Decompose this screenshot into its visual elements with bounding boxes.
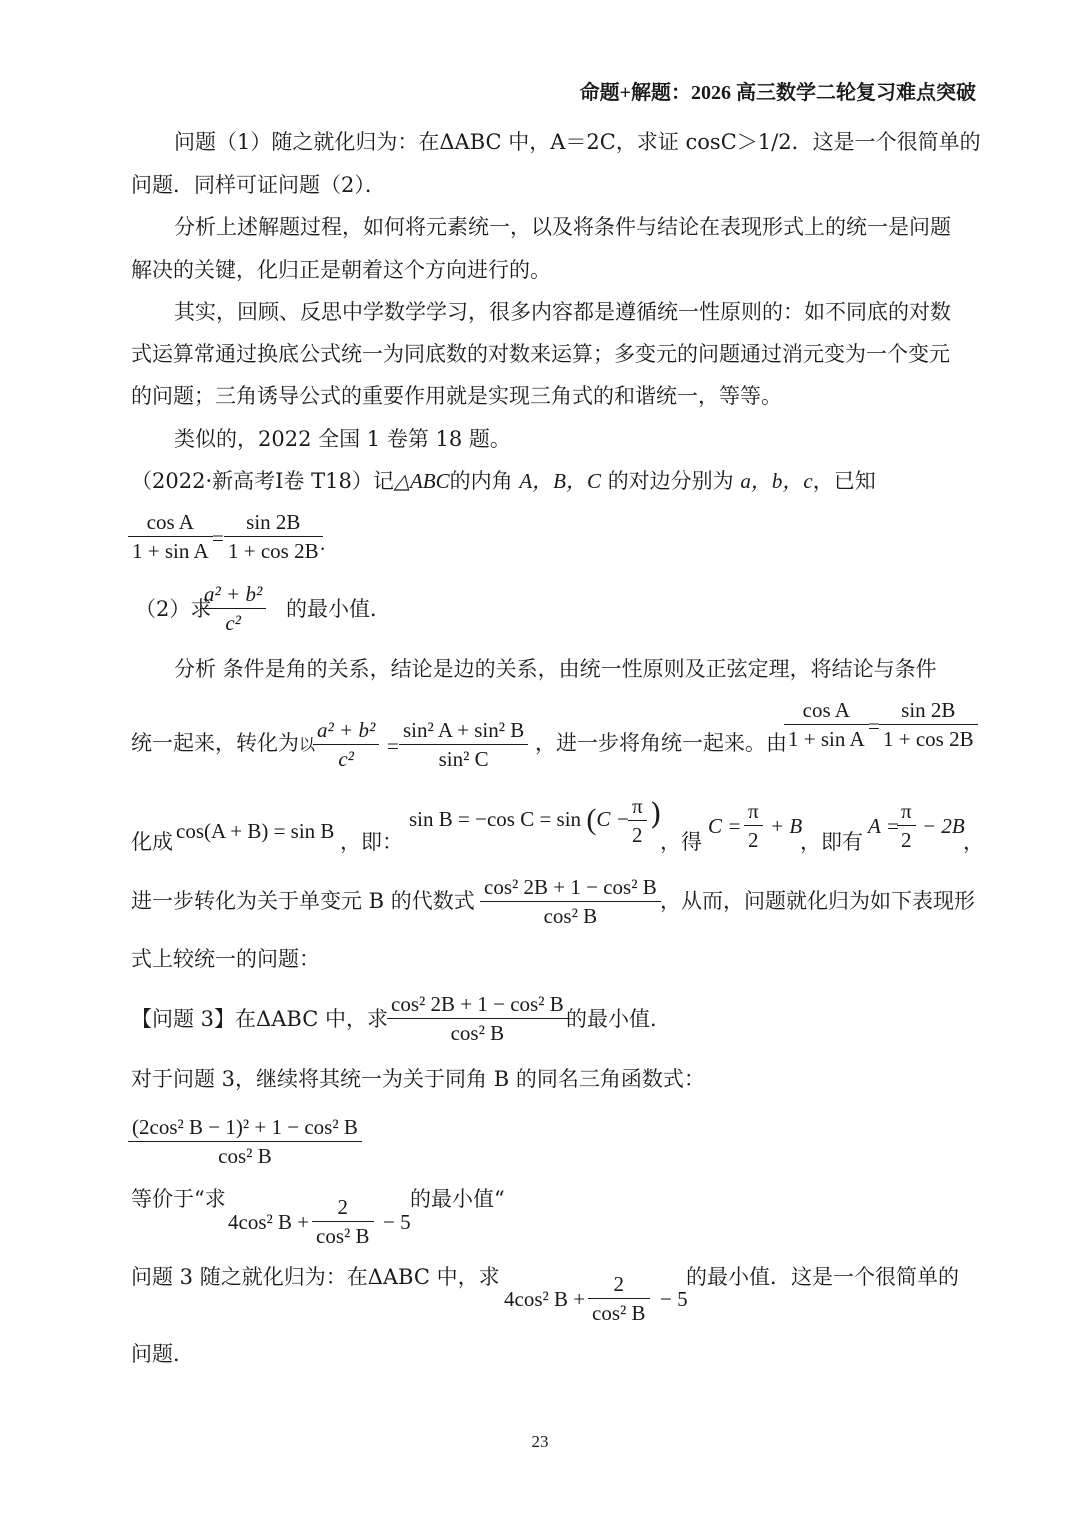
problem-rest: 的内角	[449, 469, 513, 493]
condition-left-numerator: cos A	[146, 510, 194, 534]
ratio-fraction	[313, 716, 379, 773]
algebraic-denominator: cos² B	[480, 901, 661, 930]
line-3-c: ，得	[660, 830, 702, 854]
problem-3-denominator: cos² B	[387, 1018, 568, 1047]
sinB-equation	[409, 804, 630, 835]
final-b: 的最小值．这是一个很简单的	[686, 1265, 959, 1289]
paragraph-3-line-2: 式运算常通过换底公式统一为同底数的对数来运算；多变元的问题通过消元变为一个变元	[131, 342, 950, 366]
problem-3-fraction	[387, 990, 568, 1047]
problem-known: ，已知	[812, 469, 876, 493]
comma-end: ，	[963, 830, 984, 854]
part-2-suffix: 的最小值．	[286, 597, 391, 621]
algebraic-fraction	[480, 873, 661, 930]
line-5: 式上较统一的问题：	[131, 947, 320, 971]
final-a: 问题 3 随之就化归为：在ΔABC 中，求	[131, 1265, 500, 1289]
goal-denominator: c²	[200, 608, 266, 637]
min-fraction-a	[312, 1193, 374, 1250]
min-fraction-b	[588, 1270, 650, 1327]
line-4-b: ，从而，问题就化归为如下表现形	[660, 889, 975, 913]
condition-fraction-right-2	[879, 696, 978, 753]
problem-3-followup: 对于问题 3，继续将其统一为关于同角 B 的同名三角函数式：	[131, 1067, 705, 1091]
close-paren: )	[650, 797, 662, 832]
problem-3-numerator: cos² 2B + 1 − cos² B	[391, 992, 564, 1016]
sine-numerator: sin² A + sin² B	[403, 718, 525, 742]
two-a: 2	[628, 820, 647, 849]
algebraic-numerator: cos² 2B + 1 − cos² B	[484, 875, 657, 899]
pi-over-2-a	[628, 792, 647, 849]
equals-sign-3: =	[868, 714, 880, 738]
C-eq: C =	[708, 814, 742, 838]
pi-over-2-b	[744, 797, 763, 854]
two-b: 2	[744, 825, 763, 854]
minus-2B: − 2B	[922, 814, 965, 838]
ratio-numerator: a² + b²	[317, 718, 376, 742]
page-number: 23	[531, 1432, 549, 1451]
open-paren: (	[586, 803, 597, 836]
sinB-inner: C −	[596, 807, 630, 831]
equiv-a: 等价于“求	[131, 1187, 226, 1211]
sine-fraction	[399, 716, 528, 773]
condition-fraction-left-2	[784, 696, 869, 753]
squared-numerator: (2cos² B − 1)² + 1 − cos² B	[132, 1115, 358, 1139]
triangle-abc: △ABC	[393, 469, 450, 493]
condition-right-numerator: sin 2B	[246, 510, 301, 534]
min-expr-b: − 5	[383, 1210, 411, 1234]
paragraph-4: 类似的，2022 全国 1 卷第 18 题。	[174, 427, 511, 451]
min-expr-a: 4cos² B +	[228, 1210, 310, 1234]
running-header: 命题+解题：2026 高三数学二轮复习难点突破	[579, 82, 976, 104]
line-3-a: 化成	[131, 830, 173, 854]
two-c: 2	[897, 825, 916, 854]
goal-numerator: a² + b²	[204, 582, 263, 606]
analysis-line-2a	[131, 728, 315, 760]
ratio-denominator: c²	[313, 744, 379, 773]
squared-denominator: cos² B	[128, 1141, 362, 1170]
q3-label: 【问题 3】	[131, 1007, 236, 1031]
line-3-b: ，即：	[340, 830, 403, 854]
problem-sides: 的对边分别为	[607, 469, 734, 493]
cos-sum-equation: cos(A + B) = sin B	[176, 819, 335, 843]
sinB-eq-text: sin B = −cos C = sin	[409, 807, 582, 831]
condition-left-numerator-2: cos A	[802, 698, 850, 722]
pi-c: π	[901, 799, 912, 823]
final-c: 问题．	[131, 1342, 194, 1366]
line-4-a: 进一步转化为关于单变元 B 的代数式	[131, 889, 475, 913]
condition-left-denominator-2: 1 + sin A	[784, 724, 869, 753]
problem-statement	[131, 466, 876, 496]
plus-B: + B	[770, 814, 803, 838]
paragraph-2-line-2: 解决的关键，化归正是朝着这个方向进行的。	[131, 258, 551, 282]
angles-abc: A，B，C	[519, 469, 601, 493]
condition-left-denominator: 1 + sin A	[128, 536, 213, 565]
min-expr-final-a: 4cos² B +	[504, 1287, 586, 1311]
problem-3-suffix: 的最小值.	[566, 1007, 657, 1031]
paragraph-2-line-1: 分析上述解题过程，如何将元素统一，以及将条件与结论在表现形式上的统一是问题	[174, 215, 951, 239]
paragraph-1-line-2: 问题．同样可证问题（2）．	[131, 173, 386, 197]
q3-text-a: 在ΔABC 中，求	[235, 1007, 388, 1031]
squared-fraction	[128, 1113, 362, 1170]
part-2-prefix: （2）求	[135, 597, 212, 621]
pi-a: π	[632, 794, 643, 818]
equals-sign: =	[212, 526, 224, 550]
pi-b: π	[748, 799, 759, 823]
problem-source: （2022·新高考I卷 T18）记	[131, 469, 394, 493]
paragraph-3-line-1: 其实，回顾、反思中学数学学习，很多内容都是遵循统一性原则的：如不同底的对数	[174, 300, 951, 324]
min-numerator-b: 2	[613, 1272, 625, 1296]
analysis-line-2b: ，进一步将角统一起来。由	[535, 731, 787, 755]
analysis-text-small: 以	[299, 735, 316, 754]
condition-right-numerator-2: sin 2B	[901, 698, 956, 722]
period-mark: .	[320, 531, 326, 555]
sine-denominator: sin² C	[399, 744, 528, 773]
paragraph-1-line-1: 问题（1）随之就化归为：在ΔABC 中，A＝2C，求证 cosC＞1/2．这是一个很简单的	[174, 130, 981, 154]
analysis-line-1: 分析 条件是角的关系，结论是边的关系，由统一性原则及正弦定理，将结论与条件	[174, 657, 937, 681]
min-numerator-a: 2	[337, 1195, 349, 1219]
min-denominator-b: cos² B	[588, 1298, 650, 1327]
line-3-d: ，即有	[800, 830, 863, 854]
condition-fraction-right	[224, 508, 326, 565]
A-eq: A =	[868, 814, 900, 838]
condition-fraction-left	[128, 508, 213, 565]
equals-sign-2: =	[387, 734, 399, 758]
goal-fraction	[200, 580, 266, 637]
min-expr-final-b: − 5	[660, 1287, 688, 1311]
condition-right-denominator-2: 1 + cos 2B	[879, 724, 978, 753]
problem-3-label	[131, 1004, 388, 1034]
condition-right-denominator: 1 + cos 2B	[224, 536, 323, 565]
equiv-b: 的最小值“	[410, 1187, 505, 1211]
sides-abc: a，b，c	[740, 469, 813, 493]
min-denominator-a: cos² B	[312, 1221, 374, 1250]
pi-over-2-c	[897, 797, 916, 854]
analysis-text-a: 统一起来，转化为	[131, 731, 299, 755]
paragraph-3-line-3: 的问题；三角诱导公式的重要作用就是实现三角式的和谐统一，等等。	[131, 384, 782, 408]
